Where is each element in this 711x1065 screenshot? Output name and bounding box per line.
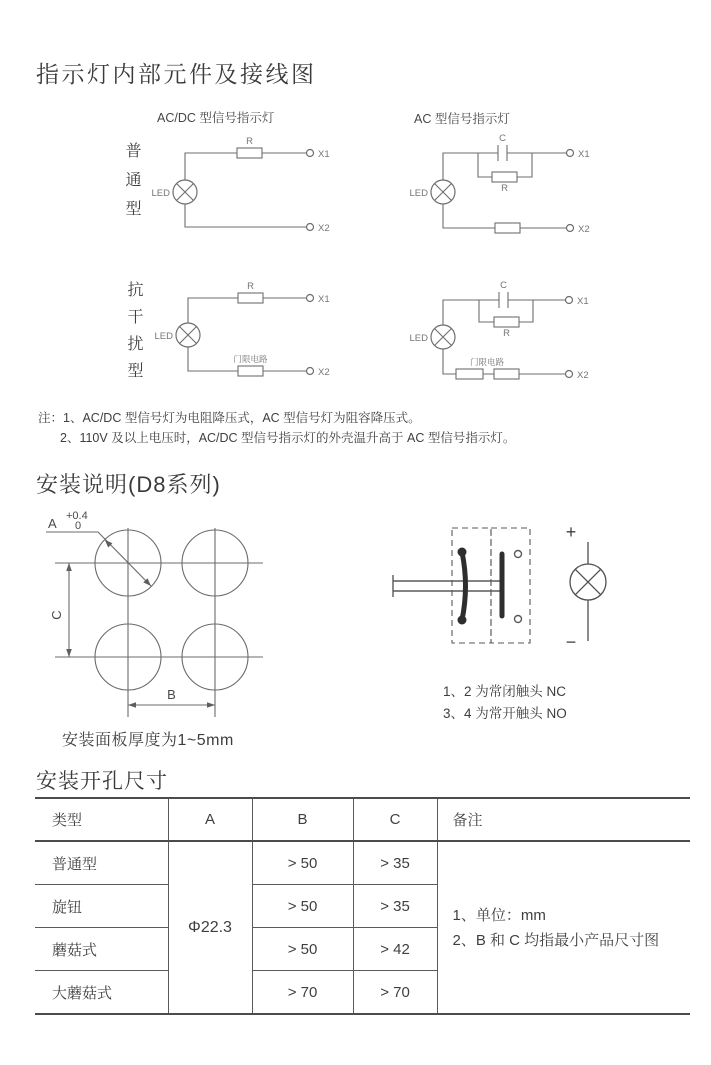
type-cell: 大蘑菇式	[35, 971, 168, 1015]
dim-c-cell: > 35	[353, 841, 437, 885]
resistor-symbol	[492, 172, 517, 182]
actuator-shaft	[393, 575, 500, 597]
terminal-x1-circle	[307, 150, 314, 157]
dim-b-cell: > 50	[252, 928, 353, 971]
dim-c-cell: > 70	[353, 971, 437, 1015]
led-label: LED	[154, 331, 173, 342]
remark-line-1: 1、单位：mm	[452, 906, 546, 924]
dim-b-cell: > 70	[252, 971, 353, 1015]
remark-line-2: 2、B 和 C 均指最小产品尺寸图	[452, 931, 660, 949]
row-label-anti-interference: 抗干扰型	[125, 281, 142, 389]
col-header-c: C	[353, 798, 437, 841]
col-header-remark: 备注	[437, 798, 690, 841]
type-cell: 普通型	[35, 841, 168, 885]
cutout-section-title: 安装开孔尺寸	[36, 770, 168, 793]
col-header-b: B	[252, 798, 353, 841]
type-cell: 蘑菇式	[35, 928, 168, 971]
dim-c-arrow	[66, 563, 72, 657]
dim-c-cell: > 35	[353, 885, 437, 928]
capacitor-label: C	[499, 133, 506, 144]
terminal-x2-label: X2	[577, 370, 589, 381]
crosshair-lines	[55, 528, 263, 717]
row-label-ordinary: 普通型	[123, 142, 140, 229]
dim-b-cell: > 50	[252, 885, 353, 928]
no-contact-bridge	[502, 551, 522, 623]
column-header-ac: AC 型信号指示灯	[414, 112, 510, 126]
threshold-circuit-label: 门限电路	[233, 354, 268, 364]
resistor-label: R	[501, 183, 508, 194]
contact-note-nc: 1、2 为常闭触头 NC	[443, 684, 567, 699]
threshold-circuit-box-2	[494, 369, 519, 379]
column-header-acdc: AC/DC 型信号指示灯	[157, 111, 275, 125]
contact-note-no: 3、4 为常开触头 NO	[443, 706, 567, 721]
resistor-label: R	[503, 328, 510, 339]
dim-c-cell: > 42	[353, 928, 437, 971]
resistor-symbol	[494, 317, 519, 327]
col-header-a: A	[168, 798, 252, 841]
dim-a-merged-cell: Φ22.3	[168, 841, 252, 1014]
dim-b-arrow	[128, 702, 215, 708]
wiring-diagram-acdc-anti	[140, 275, 340, 390]
terminal-x1-label: X1	[318, 149, 330, 160]
no-contact-terminal-bottom	[515, 616, 522, 623]
capacitor-label: C	[500, 280, 507, 291]
terminal-x2-circle	[307, 224, 314, 231]
circuit-lines	[173, 148, 314, 231]
dim-a-tolerance-upper: +0.4	[66, 510, 88, 522]
threshold-circuit-box	[238, 366, 263, 376]
terminal-x1-label: X1	[577, 296, 589, 307]
table-header-row	[35, 798, 690, 841]
cutout-table	[35, 797, 690, 1015]
wiring-diagram-acdc-ordinary	[140, 130, 340, 245]
threshold-circuit-box-1	[456, 369, 483, 379]
install-section-title: 安装说明(D8系列)	[36, 472, 221, 497]
no-contact-terminal-top	[515, 551, 522, 558]
resistor-label: R	[247, 281, 254, 292]
terminal-x2-label: X2	[318, 367, 330, 378]
terminal-x1-circle	[567, 150, 574, 157]
plus-sign: +	[565, 522, 577, 542]
terminal-x2-circle	[307, 368, 314, 375]
panel-thickness-note: 安装面板厚度为1~5mm	[62, 732, 234, 749]
wiring-note-line2: 2、110V 及以上电压时，AC/DC 型信号指示灯的外壳温升高于 AC 型信号指示灯。	[60, 431, 516, 445]
lamp-symbol	[566, 522, 606, 652]
dim-b-cell: > 50	[252, 841, 353, 885]
table-row	[35, 841, 690, 885]
resistor-symbol	[238, 293, 263, 303]
dim-a-label: A	[48, 516, 57, 531]
terminal-x2-circle	[566, 371, 573, 378]
resistor-label: R	[246, 136, 253, 147]
terminal-x1-label: X1	[578, 149, 590, 160]
series-resistor-symbol	[495, 223, 520, 233]
led-label: LED	[409, 188, 428, 199]
terminal-x1-label: X1	[318, 294, 330, 305]
contact-block-no-outline	[491, 528, 530, 643]
col-header-type: 类型	[35, 798, 168, 841]
dim-c-label: C	[49, 610, 64, 620]
terminal-x1-circle	[307, 295, 314, 302]
contact-block-diagram	[385, 515, 615, 655]
terminal-x2-circle	[567, 225, 574, 232]
resistor-symbol	[237, 148, 262, 158]
terminal-x1-circle	[566, 297, 573, 304]
wiring-note-line1: 注：1、AC/DC 型信号灯为电阻降压式，AC 型信号灯为阻容降压式。	[38, 411, 421, 425]
nc-contact-dot-top	[458, 548, 467, 557]
wiring-diagram-ac-ordinary	[400, 130, 600, 245]
dim-b-label: B	[167, 687, 176, 702]
nc-contact-bridge	[458, 548, 467, 625]
led-label: LED	[409, 333, 428, 344]
remark-merged-cell	[437, 841, 690, 1014]
minus-sign: −	[565, 632, 577, 652]
dim-a-tolerance-lower: 0	[75, 520, 82, 532]
led-label: LED	[151, 188, 170, 199]
mounting-hole-diagram	[30, 495, 290, 725]
terminal-x2-label: X2	[318, 223, 330, 234]
contact-block-nc-outline	[452, 528, 491, 643]
mounting-holes	[95, 530, 248, 690]
threshold-circuit-label: 门限电路	[469, 357, 505, 367]
type-cell: 旋钮	[35, 885, 168, 928]
terminal-x2-label: X2	[578, 224, 590, 235]
page-title: 指示灯内部元件及接线图	[36, 61, 317, 87]
wiring-diagram-ac-anti	[400, 275, 600, 390]
nc-contact-dot-bottom	[458, 616, 467, 625]
